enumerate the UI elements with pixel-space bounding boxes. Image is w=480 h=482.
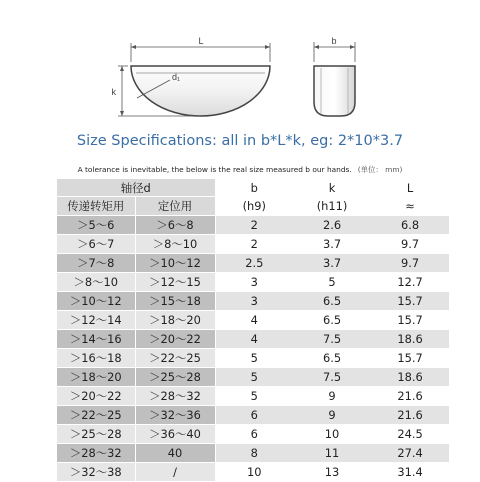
spec-table: [57, 179, 449, 482]
b-value-cell: 5: [215, 387, 293, 406]
positioning-range-cell: ＞15～18: [135, 292, 215, 311]
L-value-cell: 18.6: [371, 330, 449, 349]
k-value-cell: 2.6: [293, 216, 371, 235]
positioning-range-cell: ＞25～28: [135, 368, 215, 387]
positioning-range-cell: ＞28～32: [135, 387, 215, 406]
k-value-cell: 6.5: [293, 292, 371, 311]
L-value-cell: 18.6: [371, 368, 449, 387]
positioning-range-cell: ＞18～20: [135, 311, 215, 330]
key-front-view: [131, 66, 270, 116]
b-value-cell: 2.5: [215, 254, 293, 273]
positioning-range-cell: ＞22～25: [135, 349, 215, 368]
L-value-cell: 15.7: [371, 292, 449, 311]
b-tolerance-header: (h9): [215, 197, 293, 216]
L-header: L: [371, 179, 449, 197]
L-value-cell: 12.7: [371, 273, 449, 292]
shaft-diameter-header: 轴径d: [57, 179, 215, 197]
positioning-range-cell: ＞36～40: [135, 425, 215, 444]
b-value-cell: 8: [215, 444, 293, 463]
label-L: L: [198, 36, 204, 46]
woodruff-key-drawing: [0, 0, 480, 130]
k-value-cell: 3.7: [293, 235, 371, 254]
size-spec-title: Size Specifications: all in b*L*k, eg: 2*10*3.7: [76, 133, 404, 149]
table-row: [57, 444, 449, 463]
b-value-cell: 10: [215, 463, 293, 482]
positioning-range-cell: ＞12～15: [135, 273, 215, 292]
torque-range-cell: ＞5～6: [57, 216, 135, 235]
k-tolerance-header: (h11): [293, 197, 371, 216]
L-approx-header: ≈: [371, 197, 449, 216]
torque-range-cell: ＞7～8: [57, 254, 135, 273]
table-row: [57, 311, 449, 330]
torque-range-cell: ＞32～38: [57, 463, 135, 482]
b-value-cell: 6: [215, 425, 293, 444]
key-side-view: [314, 66, 355, 116]
table-row: [57, 463, 449, 482]
L-value-cell: 15.7: [371, 349, 449, 368]
L-value-cell: 21.6: [371, 387, 449, 406]
torque-range-cell: ＞25～28: [57, 425, 135, 444]
b-value-cell: 5: [215, 368, 293, 387]
label-k: k: [111, 87, 116, 97]
k-value-cell: 9: [293, 406, 371, 425]
label-b: b: [331, 36, 337, 46]
b-value-cell: 3: [215, 292, 293, 311]
k-value-cell: 9: [293, 387, 371, 406]
table-row: [57, 349, 449, 368]
table-row: [57, 273, 449, 292]
table-row: [57, 368, 449, 387]
positioning-range-cell: ＞20～22: [135, 330, 215, 349]
tolerance-line: [0, 164, 480, 175]
L-value-cell: 27.4: [371, 444, 449, 463]
L-value-cell: 31.4: [371, 463, 449, 482]
b-value-cell: 2: [215, 216, 293, 235]
table-subheader-row: [57, 197, 449, 216]
table-row: [57, 254, 449, 273]
torque-range-cell: ＞20～22: [57, 387, 135, 406]
table-row: [57, 387, 449, 406]
positioning-range-cell: ＞8～10: [135, 235, 215, 254]
L-value-cell: 6.8: [371, 216, 449, 235]
b-value-cell: 2: [215, 235, 293, 254]
b-header: b: [215, 179, 293, 197]
L-value-cell: 21.6: [371, 406, 449, 425]
table-row: [57, 235, 449, 254]
label-d1: d₁: [172, 72, 181, 82]
positioning-range-cell: ＞6～8: [135, 216, 215, 235]
k-value-cell: 7.5: [293, 368, 371, 387]
torque-range-cell: ＞6～7: [57, 235, 135, 254]
k-value-cell: 6.5: [293, 349, 371, 368]
unit-note: (单位： mm): [357, 165, 403, 174]
torque-range-cell: ＞16～18: [57, 349, 135, 368]
positioning-header: 定位用: [135, 197, 215, 216]
k-value-cell: 10: [293, 425, 371, 444]
table-row: [57, 425, 449, 444]
positioning-range-cell: /: [135, 463, 215, 482]
positioning-range-cell: ＞10～12: [135, 254, 215, 273]
torque-transmission-header: 传递转矩用: [57, 197, 135, 216]
k-value-cell: 6.5: [293, 311, 371, 330]
torque-range-cell: ＞18～20: [57, 368, 135, 387]
k-value-cell: 11: [293, 444, 371, 463]
k-value-cell: 7.5: [293, 330, 371, 349]
k-value-cell: 3.7: [293, 254, 371, 273]
positioning-range-cell: ＞32～36: [135, 406, 215, 425]
table-row: [57, 216, 449, 235]
torque-range-cell: ＞14～16: [57, 330, 135, 349]
torque-range-cell: ＞12～14: [57, 311, 135, 330]
torque-range-cell: ＞8～10: [57, 273, 135, 292]
k-value-cell: 13: [293, 463, 371, 482]
b-value-cell: 4: [215, 330, 293, 349]
k-value-cell: 5: [293, 273, 371, 292]
b-value-cell: 3: [215, 273, 293, 292]
b-value-cell: 5: [215, 349, 293, 368]
torque-range-cell: ＞22～25: [57, 406, 135, 425]
L-value-cell: 15.7: [371, 311, 449, 330]
b-value-cell: 4: [215, 311, 293, 330]
torque-range-cell: ＞10～12: [57, 292, 135, 311]
table-row: [57, 406, 449, 425]
table-row: [57, 292, 449, 311]
L-value-cell: 24.5: [371, 425, 449, 444]
b-value-cell: 6: [215, 406, 293, 425]
k-header: k: [293, 179, 371, 197]
table-header-row: [57, 179, 449, 197]
positioning-range-cell: 40: [135, 444, 215, 463]
tolerance-note: A tolerance is inevitable, the below is the real size measured b our hands.: [77, 165, 352, 174]
L-value-cell: 9.7: [371, 254, 449, 273]
table-row: [57, 330, 449, 349]
torque-range-cell: ＞28～32: [57, 444, 135, 463]
L-value-cell: 9.7: [371, 235, 449, 254]
